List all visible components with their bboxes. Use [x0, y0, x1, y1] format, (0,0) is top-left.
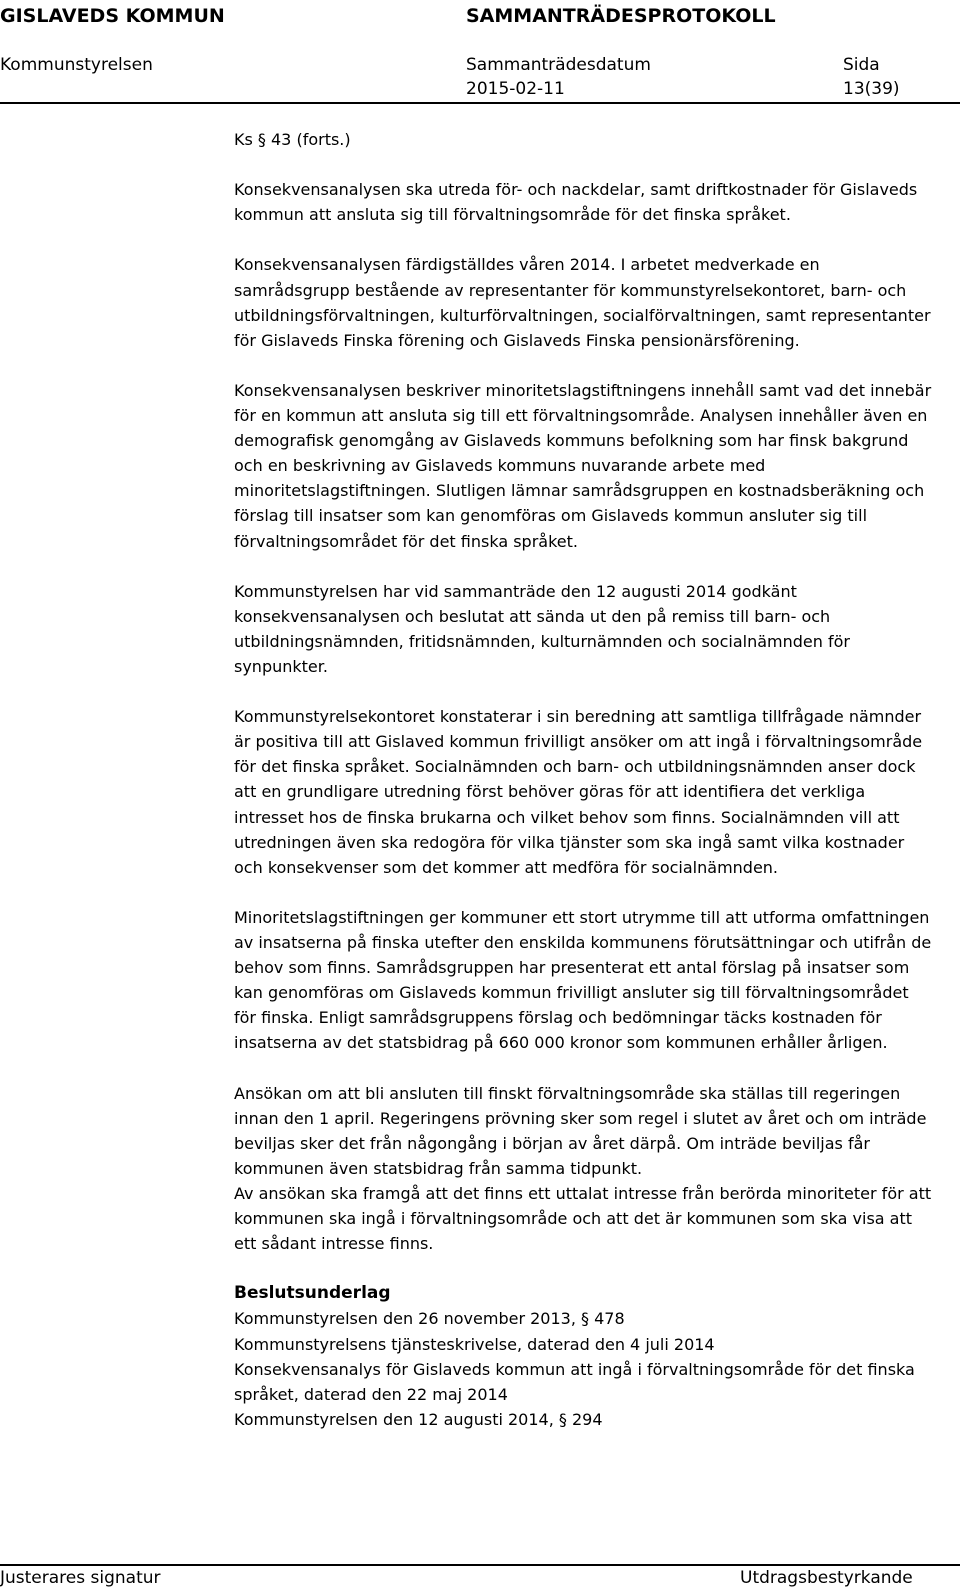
- case-reference: Ks § 43 (forts.): [234, 130, 351, 149]
- organization-name: GISLAVEDS KOMMUN: [0, 5, 225, 27]
- paragraph: Konsekvensanalysen beskriver minoritetslagstiftningens innehåll samt vad det innebär för en kommun att ansluta sig till ett förvaltningsområde. Analysen innehåller även en demografisk genomgång av Gislaveds kommuns befolkning som har finsk bakgrund och en beskrivning av Gislaveds kommuns nuvarande arbete med minoritetslagstiftningen. Slutligen lämnar samrådsgruppen en kostnadsberäkning och förslag till insatser som kan genomföras om Gislaveds kommun ansluter sig till förvaltningsområdet för det finska språket.: [234, 380, 932, 551]
- list-item: Kommunstyrelsen den 26 november 2013, § 478: [234, 1309, 625, 1329]
- beslutsunderlag-list: [234, 1306, 934, 1431]
- paragraph: Konsekvensanalysen färdigställdes våren 2014. I arbetet medverkade en samrådsgrupp bestående av representanter för kommunstyrelsekontoret, barn- och utbildningsförvaltningen, kulturförvaltningen, socialförvaltningen, samt representanter för Gislaveds Finska förening och Gislaveds Finska pensionärsförening.: [234, 255, 931, 350]
- protocol-body: [234, 127, 934, 1432]
- paragraph: Konsekvensanalysen ska utreda för- och nackdelar, samt driftkostnader för Gislaveds kommun att ansluta sig till förvaltningsområde för det finska språket.: [234, 180, 918, 225]
- body-label: Kommunstyrelsen: [0, 55, 153, 75]
- paragraph: Minoritetslagstiftningen ger kommuner ett stort utrymme till att utforma omfattningen av insatserna på finska utefter den enskilda kommunens förutsättningar och utifrån de behov som finns. Samrådsgruppen har presenterat ett antal förslag på insatser som kan genomföras om Gislaveds kommun frivilligt ansluter sig till förvaltningsområdet för finska. Enligt samrådsgruppens förslag och bedömningar täcks kostnaden för insatserna av det statsbidrag på 660 000 kronor som kommunen erhåller årligen.: [234, 907, 932, 1053]
- paragraph-final: [234, 1081, 934, 1257]
- date-value: 2015-02-11: [466, 79, 565, 99]
- certification-label: Utdragsbestyrkande: [740, 1568, 913, 1588]
- paragraph: Kommunstyrelsekontoret konstaterar i sin beredning att samtliga tillfrågade nämnder är positiva till att Gislaved kommun frivilligt ansöker om att ingå i förvaltningsområde för det finska språket. Socialnämnden och barn- och utbildningsnämnden anser dock att en grundligare utredning först behöver göras för att identifiera det verkliga intresset hos de finska brukarna och vilket behov som finns. Socialnämnden vill att utredningen även ska redogöra för vilka tjänster som ska ingå samt vilka kostnader och konsekvenser som det kommer att medföra för socialnämnden.: [234, 707, 923, 877]
- list-item: Kommunstyrelsen den 12 augusti 2014, § 294: [234, 1409, 603, 1429]
- list-item: Konsekvensanalys för Gislaveds kommun att ingå i förvaltningsområde för det finska språket, daterad den 22 maj 2014: [234, 1359, 915, 1404]
- footer-rule: [0, 1564, 960, 1566]
- page-number: 13(39): [843, 79, 900, 99]
- signature-label: Justerares signatur: [0, 1568, 161, 1588]
- paragraph-final-part2: Av ansökan ska framgå att det finns ett uttalat intresse från berörda minoriteter för att kommunen ska ingå i förvaltningsområde och att det är kommunen som ska visa att ett sådant intresse finns.: [234, 1183, 932, 1254]
- paragraph-final-part1: Ansökan om att bli ansluten till finskt förvaltningsområde ska ställas till regeringen innan den 1 april. Regeringens prövning sker som regel i slutet av året och om inträde beviljas sker det från någongång i början av året därpå. Om inträde beviljas får kommunen även statsbidrag från samma tidpunkt.: [234, 1083, 927, 1178]
- document-type: SAMMANTRÄDESPROTOKOLL: [466, 5, 776, 27]
- header-rule: [0, 102, 960, 104]
- list-item: Kommunstyrelsens tjänsteskrivelse, daterad den 4 juli 2014: [234, 1334, 715, 1354]
- page-label: Sida: [843, 55, 880, 75]
- beslutsunderlag-heading: Beslutsunderlag: [234, 1283, 391, 1304]
- date-label: Sammanträdesdatum: [466, 55, 651, 75]
- paragraph: Kommunstyrelsen har vid sammanträde den 12 augusti 2014 godkänt konsekvensanalysen och beslutat att sända ut den på remiss till barn- och utbildningsnämnden, fritidsnämnden, kulturnämnden och socialnämnden för synpunkter.: [234, 581, 850, 676]
